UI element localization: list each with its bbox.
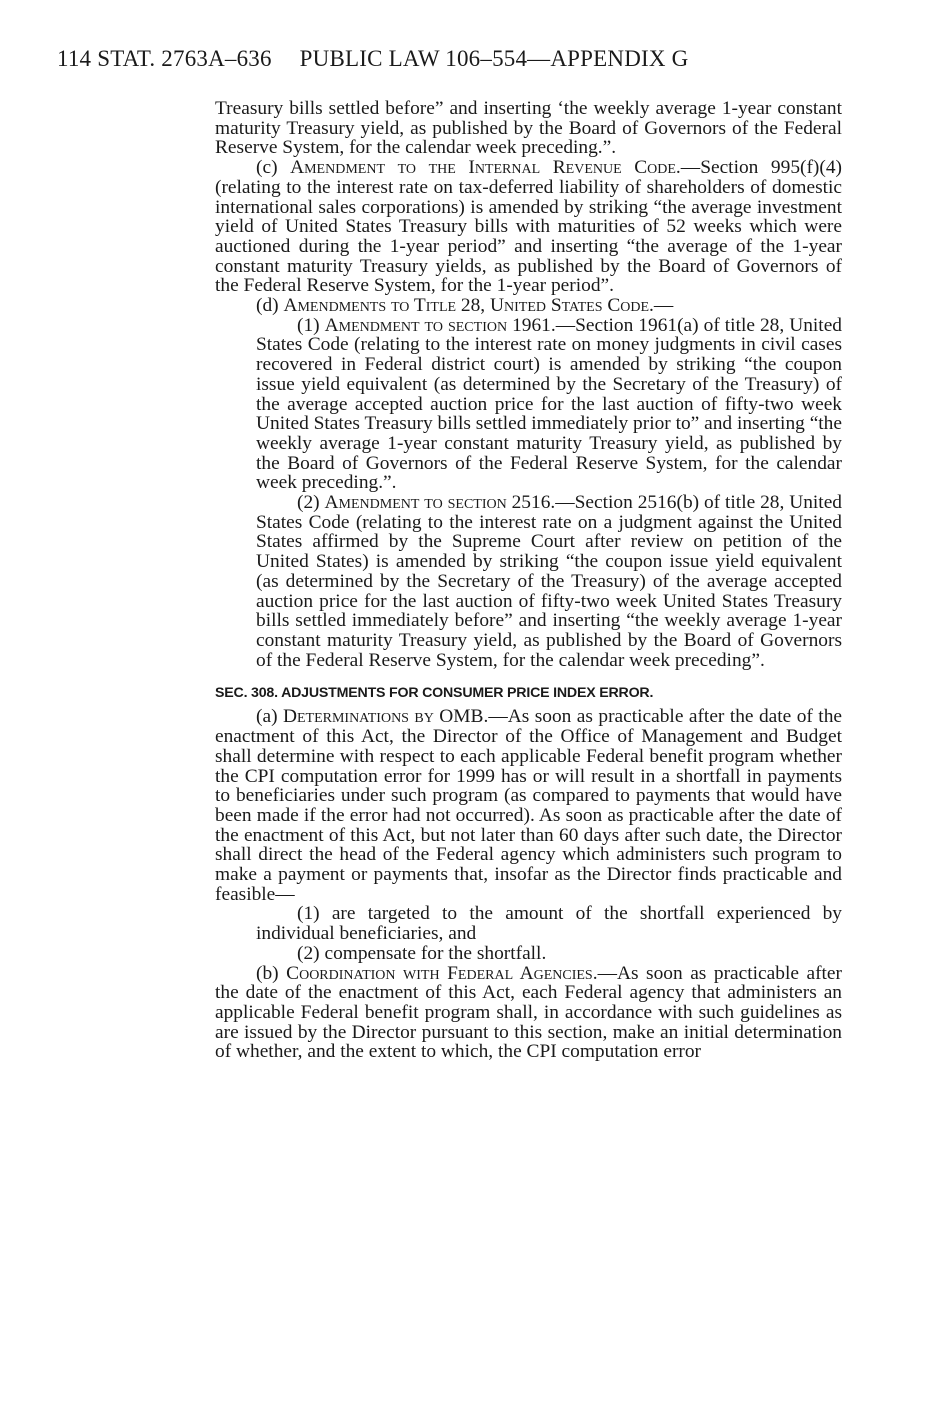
subsection-b-label: (b) [256, 962, 287, 984]
page-header [57, 46, 710, 72]
paragraph-d1-text: —Section 1961(a) of title 28, United States Code (relating to the interest rate on money judgments in civil cases recovered in Federal district court) is amended by striking “the coupon issue yield equivalent (as determined by the Secretary of the Treasury) of the average accepted auction price for the last auction of fifty-two week United States Treasury bills settled immediately prior to” and inserting “the weekly average 1-year constant maturity Treasury yield, as published by the Board of Governors of the Federal Reserve System, for the calendar week preceding.”. [256, 314, 843, 494]
subsection-d-heading: Amendments to Title 28, United States Code. [283, 295, 654, 317]
page-reference: 114 STAT. 2763A–636 [57, 46, 272, 71]
subsection-d [215, 296, 842, 316]
subsection-c [215, 158, 842, 296]
paragraph-a1: (1) are targeted to the amount of the shortfall experienced by individual beneficiaries, and [256, 903, 842, 945]
subsection-a-text: —As soon as practicable after the date of the enactment of this Act, the Director of the Office of Management and Budget shall determine with respect to each applicable Federal benefit program whether the CPI computation error for 1999 has or will result in a shortfall in payments to beneficiaries under such program (as compared to payments that would have been made if the error had not occurred). As soon as practicable after the date of the enactment of this Act, but not later than 60 days after such date, the Director shall direct the head of the Federal agency which administers such program to make a payment or payments that, insofar as the Director finds practicable and feasible— [215, 706, 842, 905]
document-body [215, 99, 842, 1062]
page-running-title: PUBLIC LAW 106–554—APPENDIX G [299, 46, 689, 71]
subsection-b-heading: Coordination with Federal Agencies. [286, 962, 598, 984]
subsection-c-text: —Section 995(f)(4) (relating to the interest rate on tax-deferred liability of shareholders of domestic international sales corporations) is amended by striking “the average investment yield of United States Treasury bills with maturities of 52 weeks which were auctioned during the 1-year period” and inserting “the average of the 1-year constant maturity Treasury yields, as published by the Board of Governors of the Federal Reserve System, for the 1-year period”. [215, 157, 842, 297]
paragraph-d1 [256, 316, 842, 493]
subsection-a-label: (a) [256, 706, 283, 728]
section-heading: SEC. 308. ADJUSTMENTS FOR CONSUMER PRICE INDEX ERROR. [215, 685, 654, 702]
paragraph-continuation: Treasury bills settled before” and inserting ‘the weekly average 1-year constant maturity Treasury yield, as published by the Board of Governors of the Federal Reserve System, for the calendar week preceding.”. [215, 98, 842, 159]
subsection-b [215, 964, 842, 1063]
paragraph-d1-heading: Amendment to section 1961. [324, 314, 556, 336]
paragraph-d2-text: —Section 2516(b) of title 28, United States Code (relating to the interest rate on a judgment against the United States affirmed by the Supreme Court after review on petition of the United States) is amended by striking “the coupon issue yield equivalent (as determined by the Secretary of the Treasury) of the average accepted auction price for the last auction of fifty-two week United States Treasury bills settled immediately before” and inserting “the weekly average 1-year constant maturity Treasury yield, as published by the Board of Governors of the Federal Reserve System, for the calendar week preceding”. [256, 492, 842, 671]
subsection-a-heading: Determinations by OMB. [282, 706, 489, 728]
paragraph-a2: (2) compensate for the shortfall. [297, 942, 547, 964]
subsection-b-text: —As soon as practicable after the date of the enactment of this Act, each Federal agency that administers an applicable Federal benefit program shall, in accordance with such guidelines as are issued by the Director pursuant to this section, make an initial determination of whether, and the extent to which, the CPI computation error [215, 962, 842, 1063]
subsection-d-dash: — [653, 295, 674, 317]
paragraph-d2-heading: Amendment to section 2516. [324, 492, 556, 514]
paragraph-d1-label: (1) [297, 314, 325, 336]
subsection-c-label: (c) [256, 157, 291, 179]
subsection-a [215, 707, 842, 904]
paragraph-d2 [256, 493, 842, 670]
subsection-d-label: (d) [256, 295, 284, 317]
paragraph-d2-label: (2) [297, 492, 325, 514]
subsection-c-heading: Amendment to the Internal Revenue Code. [290, 157, 681, 179]
